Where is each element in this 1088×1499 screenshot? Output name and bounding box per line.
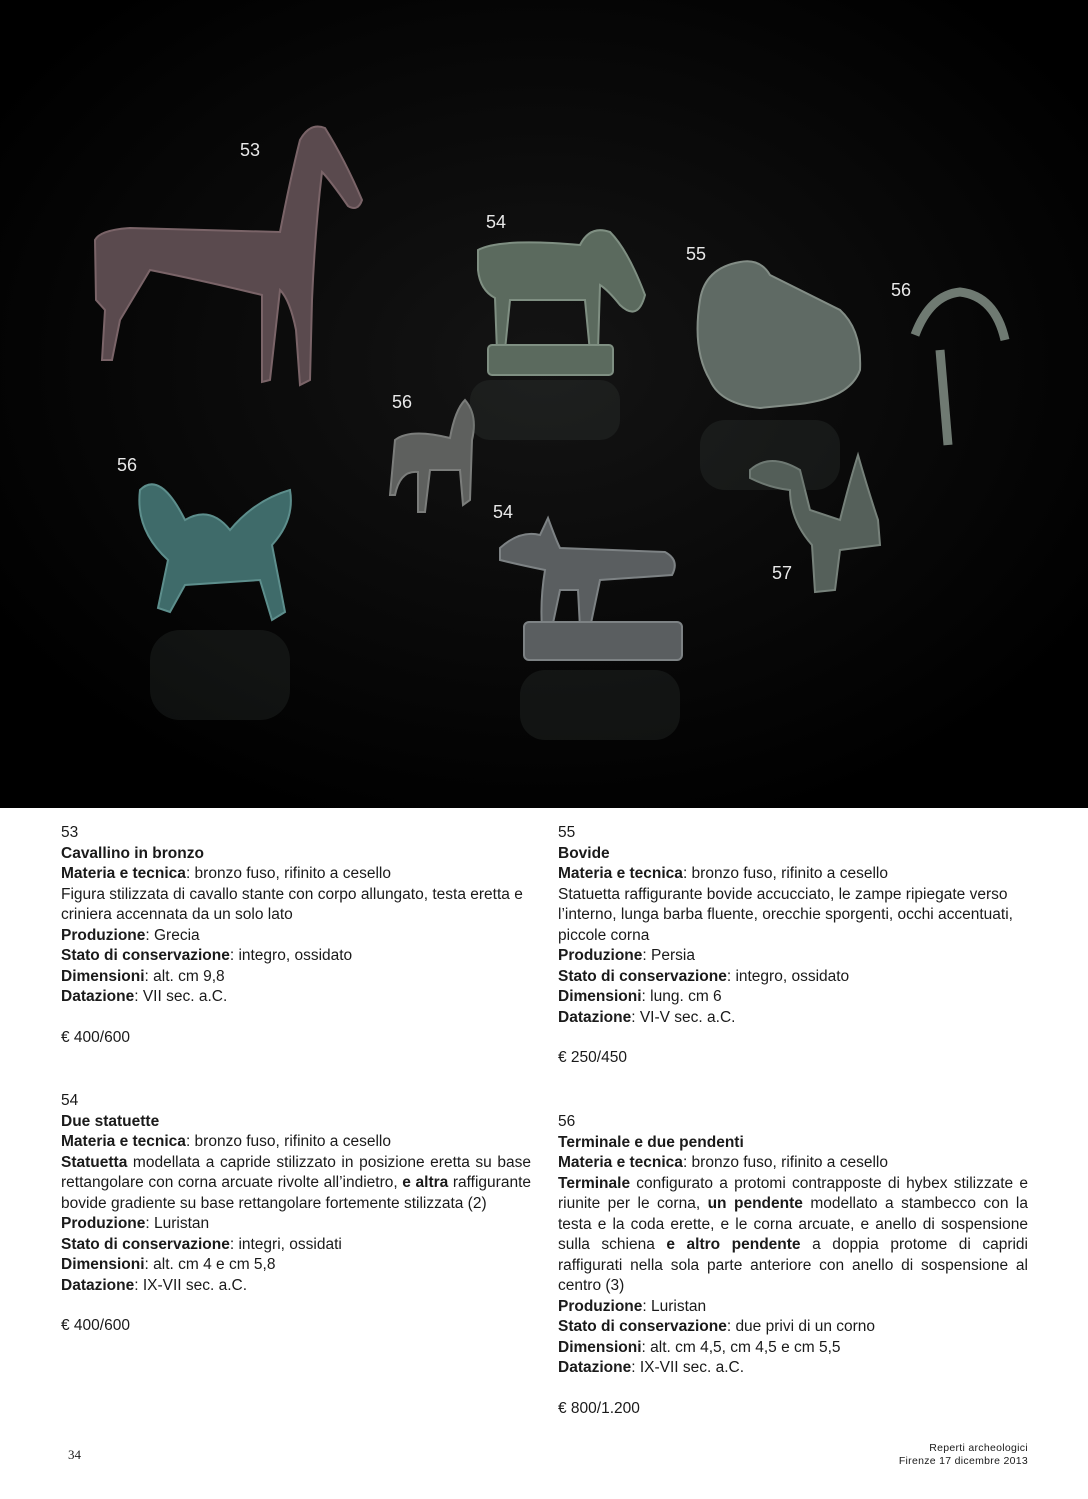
lot-material: Materia e tecnica: bronzo fuso, rifinito a cesello: [558, 1154, 888, 1171]
lot-condition: Stato di conservazione: due privi di un corno: [558, 1318, 876, 1335]
footer-info: [899, 1442, 1028, 1468]
lot-price: € 800/1.200: [558, 1399, 640, 1417]
photo-label-57: 57: [772, 563, 793, 583]
lot-number: 55: [558, 824, 576, 841]
lot-title: Due statuette: [61, 1112, 160, 1130]
lot-price: € 400/600: [61, 1317, 130, 1334]
lot-dating: Datazione: IX-VII sec. a.C.: [558, 1359, 745, 1376]
page-number: 34: [68, 1447, 81, 1462]
photo-label-56-middle: 56: [392, 392, 413, 412]
lot-dimensions: Dimensioni: lung. cm 6: [558, 988, 722, 1005]
photo-label-56-right: 56: [891, 280, 912, 300]
lot-dating: Datazione: VII sec. a.C.: [61, 988, 228, 1005]
lot-production: Produzione: Persia: [558, 947, 695, 964]
photo-label-54-bottom: 54: [493, 502, 514, 522]
lot-condition: Stato di conservazione: integro, ossidato: [61, 947, 353, 964]
lot-condition: Stato di conservazione: integri, ossidati: [61, 1235, 342, 1253]
footer-section: Reperti archeologici: [929, 1442, 1028, 1454]
photo-label-53: 53: [240, 140, 261, 160]
lot-material: Materia e tecnica: bronzo fuso, rifinito a cesello: [61, 865, 391, 882]
lot-title: Terminale e due pendenti: [558, 1133, 744, 1151]
lot-description: Figura stilizzata di cavallo stante con corpo allungato, testa eretta e criniera accennata da un solo lato: [61, 885, 523, 923]
lot-number: 54: [61, 1092, 79, 1109]
photo-label-56-left: 56: [117, 455, 138, 475]
lot-dimensions: Dimensioni: alt. cm 4 e cm 5,8: [61, 1256, 276, 1273]
lot-price: € 250/450: [558, 1049, 627, 1066]
lot-description: Terminale configurato a protomi contrapposte di hybex stilizzate e riunite per le corna, un pendente modellato a stambecco con la testa e la coda erette, e le corna arcuate, e anello di sospensione sulla schiena e altro pendente a doppia protome di capridi raffigurati nella sola parte anteriore con anello di sospensione al centro (3): [558, 1174, 1028, 1294]
lot-price: € 400/600: [61, 1028, 130, 1046]
photo-label-55: 55: [686, 244, 707, 264]
lot-dimensions: Dimensioni: alt. cm 4,5, cm 4,5 e cm 5,5: [558, 1338, 841, 1356]
footer-date: Firenze 17 dicembre 2013: [898, 1455, 1028, 1467]
lot-material: Materia e tecnica: bronzo fuso, rifinito a cesello: [558, 865, 888, 882]
lot-number: 56: [558, 1113, 576, 1130]
lot-production: Produzione: Grecia: [61, 926, 200, 944]
lot-material: Materia e tecnica: bronzo fuso, rifinito a cesello: [61, 1133, 391, 1150]
lot-condition: Stato di conservazione: integro, ossidato: [558, 967, 850, 985]
lot-entry-53: [61, 823, 531, 1048]
lot-dating: Datazione: IX-VII sec. a.C.: [61, 1276, 248, 1294]
lot-description: Statuetta modellata a capride stilizzato in posizione eretta su base rettangolare con corna arcuate rivolte all’indietro, e altra raffigurante bovide gradiente su base rettangolare fortemente stilizzata (2): [61, 1153, 532, 1212]
photo-label-54: 54: [486, 212, 507, 232]
lot-entry-54: [61, 1091, 531, 1337]
lot-entry-56: [558, 1112, 1028, 1419]
lot-title: Bovide: [558, 844, 610, 862]
lot-description: Statuetta raffigurante bovide accucciato, le zampe ripiegate verso l’interno, lunga barba fluente, orecchie sporgenti, occhi accentuati, piccole corna: [558, 885, 1013, 944]
lot-dating: Datazione: VI-V sec. a.C.: [558, 1008, 736, 1026]
lot-dimensions: Dimensioni: alt. cm 9,8: [61, 967, 225, 985]
lot-title: Cavallino in bronzo: [61, 844, 204, 862]
lot-number: 53: [61, 824, 79, 841]
lot-entry-55: [558, 823, 1028, 1069]
lot-production: Produzione: Luristan: [61, 1215, 210, 1232]
lot-production: Produzione: Luristan: [558, 1297, 707, 1315]
